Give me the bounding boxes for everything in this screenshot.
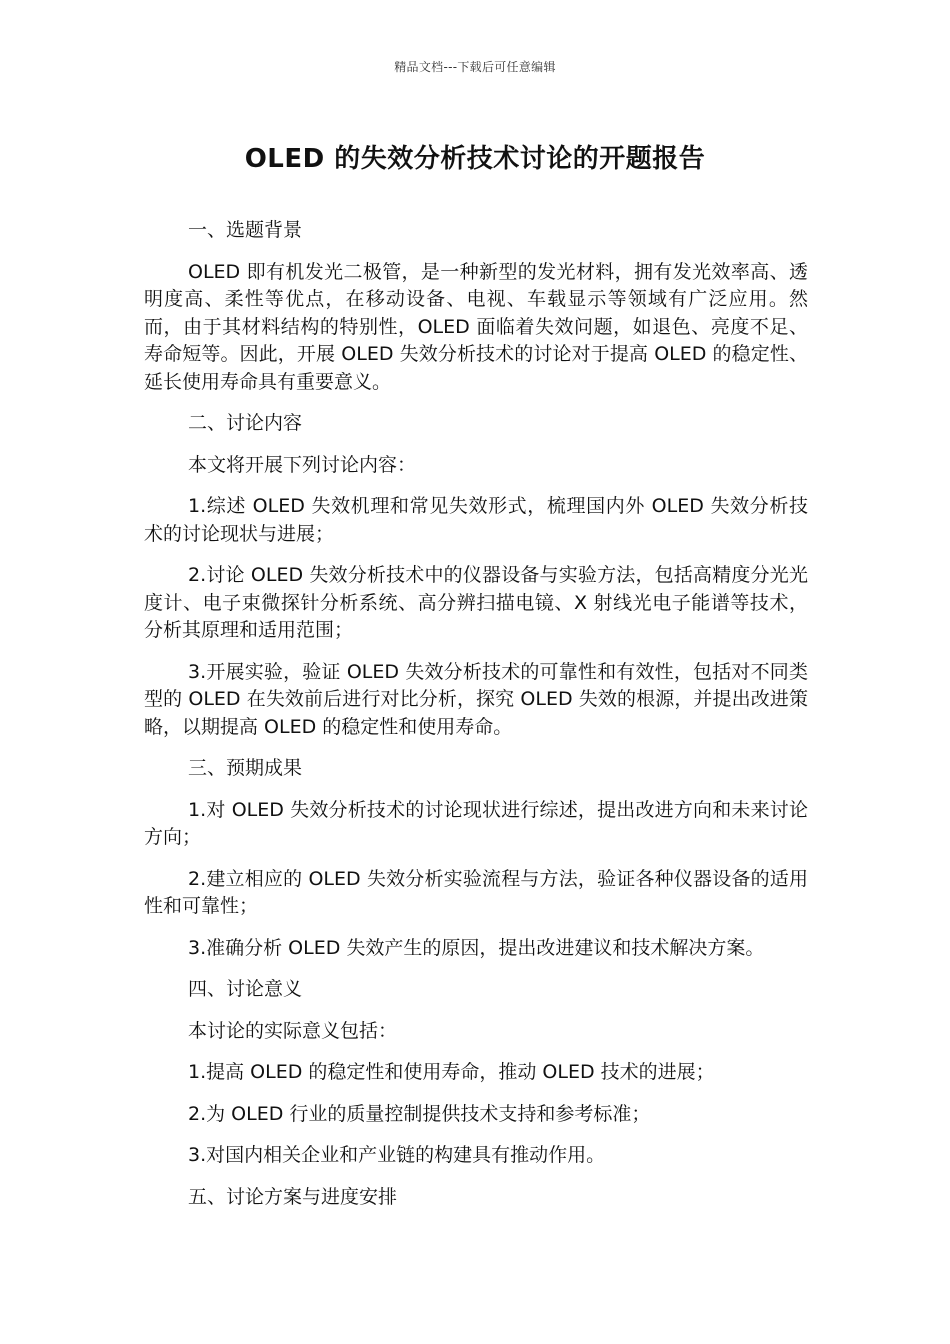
content-item-2: 2.讨论 OLED 失效分析技术中的仪器设备与实验方法，包括高精度分光光度计、电子束微探针分析系统、高分辨扫描电镜、X 射线光电子能谱等技术，分析其原理和适用范围； xyxy=(144,564,808,641)
document-body xyxy=(144,217,808,1225)
content-item-3: 3.开展实验，验证 OLED 失效分析技术的可靠性和有效性，包括对不同类型的 OLED 在失效前后进行对比分析，探究 OLED 失效的根源，并提出改进策略，以期提高 OLED 的稳定性和使用寿命。 xyxy=(144,660,808,738)
significance-item-3: 3.对国内相关企业和产业链的构建具有推动作用。 xyxy=(188,1144,606,1166)
significance-item-1: 1.提高 OLED 的稳定性和使用寿命，推动 OLED 技术的进展； xyxy=(188,1061,715,1083)
section-heading-background: 一、选题背景 xyxy=(188,219,303,241)
results-item-2: 2.建立相应的 OLED 失效分析实验流程与方法，验证各种仪器设备的适用性和可靠性； xyxy=(144,867,808,917)
section-heading-results: 三、预期成果 xyxy=(188,757,303,779)
results-item-1: 1.对 OLED 失效分析技术的讨论现状进行综述，提出改进方向和未来讨论方向； xyxy=(144,798,808,848)
section-heading-content: 二、讨论内容 xyxy=(188,412,303,434)
significance-intro: 本讨论的实际意义包括： xyxy=(188,1019,398,1042)
significance-item-2: 2.为 OLED 行业的质量控制提供技术支持和参考标准； xyxy=(188,1102,651,1125)
results-item-3: 3.准确分析 OLED 失效产生的原因，提出改进建议和技术解决方案。 xyxy=(188,936,765,959)
content-intro: 本文将开展下列讨论内容： xyxy=(188,453,417,476)
document-title: OLED 的失效分析技术讨论的开题报告 xyxy=(244,144,706,174)
section-heading-plan: 五、讨论方案与进度安排 xyxy=(188,1185,398,1208)
content-item-1: 1.综述 OLED 失效机理和常见失效形式，梳理国内外 OLED 失效分析技术的讨论现状与进展； xyxy=(144,495,808,545)
header-note: 精品文档---下载后可任意编辑 xyxy=(394,60,556,74)
background-paragraph: OLED 即有机发光二极管，是一种新型的发光材料，拥有发光效率高、透明度高、柔性等优点，在移动设备、电视、车载显示等领域有广泛应用。然而，由于其材料结构的特别性，OLED 面临着失效问题，如退色、亮度不足、寿命短等。因此，开展 OLED 失效分析技术的讨论对于提高 OLED 的稳定性、延长使用寿命具有重要意义。 xyxy=(144,260,808,393)
section-heading-significance: 四、讨论意义 xyxy=(188,978,303,1000)
